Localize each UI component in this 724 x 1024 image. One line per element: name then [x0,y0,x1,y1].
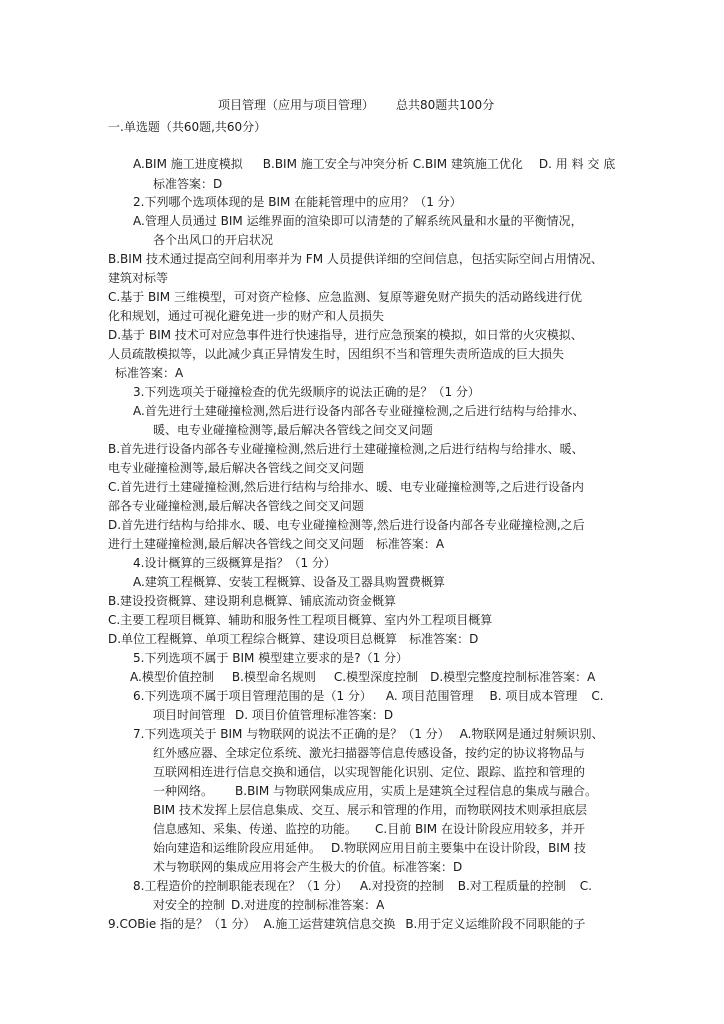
q6-option-d: D. 项目价值管理标准答案：D [235,708,394,722]
q7-option-c: C.目前 BIM 在设计阶段应用较多，并开 [375,822,585,836]
q5-stem: 5.下列选项不属于 BIM 模型建立要求的是?（1 分） [133,651,409,665]
q2-option-b: B.BIM 技术通过提高空间利用率并为 FM 人员提供详细的空间信息，包括实际空间占用情况、 [108,252,603,266]
exam-title: 项目管理（应用与项目管理） [218,98,375,112]
q6-line1 [133,687,604,705]
q4-option-c: C.主要工程项目概算、辅助和服务性工程项目概算、室内外工程项目概算 [108,613,493,627]
q7-option-a: A.物联网是通过射频识别、 [459,727,604,741]
q8-option-c: 对安全的控制 [153,898,226,912]
q3-option-b: B.首先进行设备内部各专业碰撞检测,然后进行土建碰撞检测,之后进行结构与给排水、暖、 [108,442,584,456]
q2-option-a-cont: 各个出风口的开启状况 [153,233,274,247]
q6-option-c-start: C. [591,689,604,703]
q8-option-a: A.对投资的控制 [359,879,444,893]
q8-option-d: D.对进度的控制标准答案：A [231,898,385,912]
q7-line8: 术与物联网的集成应用将会产生极大的价值。标准答案：D [153,860,463,874]
q4-option-d: D.单位工程概算、单项工程综合概算、建设项目总概算 [108,632,398,646]
q6-option-c: 项目时间管理 [153,708,226,722]
q1-option-a: A.BIM 施工进度模拟 [133,157,243,171]
q7-line4 [153,782,597,800]
q6-option-a: A. 项目范围管理 [385,689,474,703]
q3-option-a-cont: 暖、电专业碰撞检测等,最后解决各管线之间交叉问题 [153,423,433,437]
q8-line1 [133,877,592,895]
q7-line7 [153,839,586,857]
q9-stem: 9.COBie 指的是？（1 分） [108,917,256,931]
q2-option-d-cont: 人员疏散模拟等，以此减少真正异情发生时，因组织不当和管理失责所造成的巨大损失 [108,347,565,361]
q3-option-c: C.首先进行土建碰撞检测,然后进行结构与给排水、暖、电专业碰撞检测等,之后进行设备内 [108,480,584,494]
q1-answer: 标准答案：D [153,177,223,191]
q4-option-a: A.建筑工程概算、安装工程概算、设备及工器具购置费概算 [133,575,445,589]
exam-summary: 总共80题共100分 [396,98,495,112]
q7-line6 [153,820,585,838]
q2-option-c-cont: 化和规划，通过可视化避免进一步的财产和人员损失 [108,309,385,323]
q7-line3: 互联网相连进行信息交换和通信，以实现智能化识别、定位、跟踪、监控和管理的 [153,765,586,779]
q4-option-b: B.建设投资概算、建设期利息概算、铺底流动资金概算 [108,594,397,608]
q1-option-b: B.BIM 施工安全与冲突分析 [262,157,409,171]
q3-stem: 3.下列选项关于碰撞检查的优先级顺序的说法正确的是？（1 分） [133,385,480,399]
q7-line6-a: 信息感知、采集、传递、监控的功能。 [153,822,358,836]
q3-option-c-cont: 部各专业碰撞检测,最后解决各管线之间交叉问题 [108,499,364,513]
q1-option-c: C.BIM 建筑施工优化 [412,157,523,171]
q5-option-d: D.模型完整度控制标准答案：A [430,670,596,684]
q7-stem: 7.下列选项关于 BIM 与物联网的说法不正确的是？（1 分） [133,727,450,741]
q7-line7-a: 始向建造和运维阶段应用延伸。 [153,841,322,855]
q6-option-b: B. 项目成本管理 [489,689,578,703]
q3-option-d: D.首先进行结构与给排水、暖、电专业碰撞检测等,然后进行设备内部各专业碰撞检测,之后 [108,518,585,532]
q1-option-d: D. 用 料 交 底 [538,157,616,171]
q5-option-c: C.模型深度控制 [333,670,419,684]
document-title [218,96,494,114]
q8-option-b: B.对工程质量的控制 [457,879,566,893]
q4-stem: 4.设计概算的三级概算是指？（1 分） [133,556,336,570]
q5-option-b: B.模型命名规则 [231,670,316,684]
q4-option-d-line [108,630,478,648]
q9-option-b: B.用于定义运维阶段不同职能的子 [405,917,586,931]
q2-answer: 标准答案：A [115,366,184,380]
q5-option-a: A.模型价值控制 [130,670,214,684]
q6-line2 [153,706,393,724]
q8-line2 [153,896,384,914]
q3-option-a: A.首先进行土建碰撞检测,然后进行设备内部各专业碰撞检测,之后进行结构与给排水、 [133,404,585,418]
q6-stem: 6.下列选项不属于项目管理范围的是（1 分） [133,689,372,703]
q7-option-d: D.物联网应用目前主要集中在设计阶段，BIM 技 [331,841,587,855]
q2-option-a: A.管理人员通过 BIM 运维界面的渲染即可以清楚的了解系统风量和水量的平衡情况， [133,214,583,228]
q9-option-a: A.施工运营建筑信息交换 [263,917,396,931]
q8-stem: 8.工程造价的控制职能表现在？（1 分） [133,879,348,893]
q3-option-b-cont: 电专业碰撞检测等,最后解决各管线之间交叉问题 [108,461,364,475]
q2-option-b-cont: 建筑对标等 [108,271,169,285]
q2-option-d: D.基于 BIM 技术可对应急事件进行快速指导，进行应急预案的模拟，如日常的火灾模拟、 [108,328,583,342]
q3-option-d-line2 [108,535,444,553]
q8-option-c-start: C. [579,879,592,893]
q3-option-d-cont: 进行土建碰撞检测,最后解决各管线之间交叉问题 [108,537,364,551]
q7-line4-a: 一种网络。 [153,784,214,798]
q7-line2: 红外感应器、全球定位系统、激光扫描器等信息传感设备，按约定的协议将物品与 [153,746,586,760]
section-heading: 一.单选题（共60题,共60分） [108,120,267,134]
q9-line1 [108,915,585,933]
q5-options [130,668,595,686]
q4-answer: 标准答案：D [409,632,479,646]
q7-line1 [133,725,603,743]
q2-option-c: C.基于 BIM 三维模型，可对资产检修、应急监测、复原等避免财产损失的活动路线进行优 [108,290,582,304]
q2-stem: 2.下列哪个选项体现的是 BIM 在能耗管理中的应用？（1 分） [133,195,462,209]
q7-line5: BIM 技术发挥上层信息集成、交互、展示和管理的作用，而物联网技术则承担底层 [153,803,587,817]
q1-options [133,155,615,173]
q7-option-b: B.BIM 与物联网集成应用，实质上是建筑全过程信息的集成与融合。 [235,784,598,798]
q3-answer: 标准答案：A [375,537,445,551]
